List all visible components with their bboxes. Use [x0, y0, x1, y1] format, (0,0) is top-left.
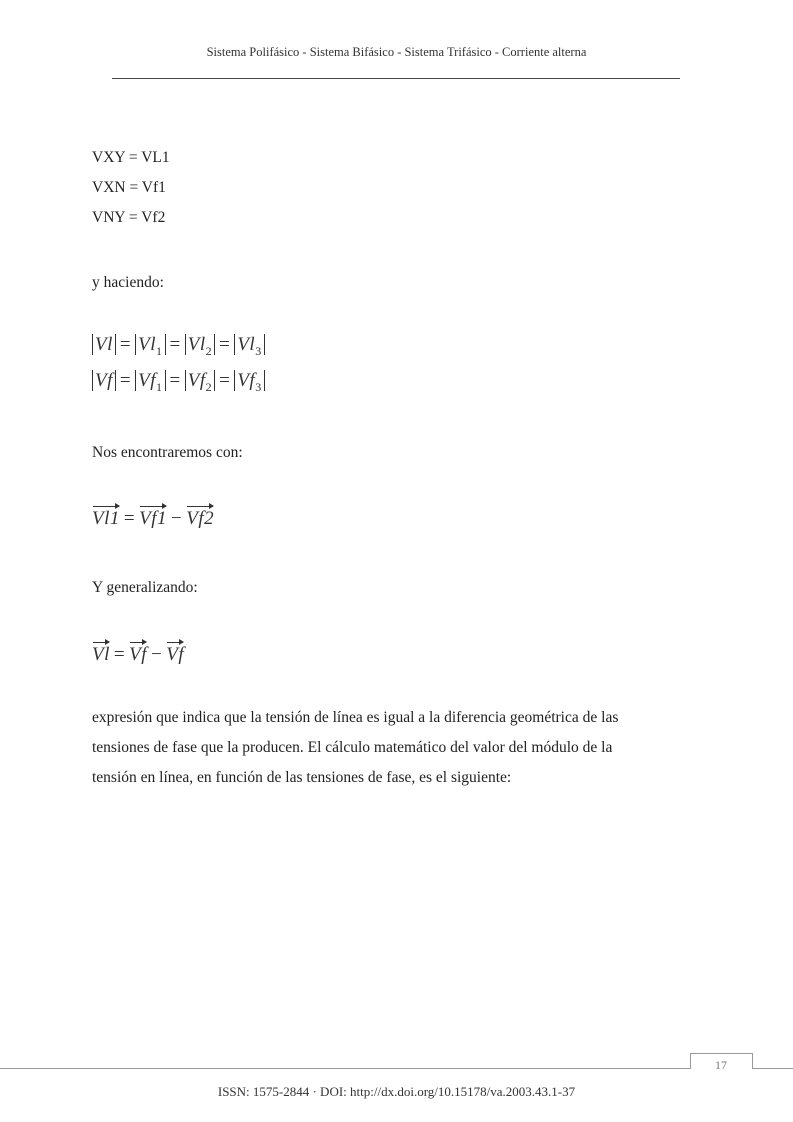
paragraph-line: tensiones de fase que la producen. El cálculo matemático del valor del módulo de la: [92, 739, 613, 756]
op: =: [219, 334, 231, 355]
footer-divider: [0, 1068, 690, 1069]
term: [185, 370, 215, 394]
formula-phase-voltage-magnitude: [92, 370, 265, 395]
op: =: [169, 370, 181, 391]
equation-line: VXN = Vf1: [92, 179, 166, 196]
formula-line-voltage-magnitude: [92, 334, 265, 359]
term: [135, 370, 165, 394]
sub: 2: [205, 379, 213, 394]
vector-term: Vl: [92, 640, 110, 666]
sub: 2: [205, 343, 213, 358]
term: [135, 334, 165, 358]
sym: Vf: [187, 370, 206, 391]
op: =: [113, 644, 126, 665]
vector-term: Vf1: [139, 504, 167, 530]
vector-term: Vl1: [92, 504, 120, 530]
sym: Vf: [138, 370, 156, 391]
sym: Vl: [187, 334, 206, 355]
footer-divider: [752, 1068, 793, 1069]
running-header: Sistema Polifásico - Sistema Bifásico - Sistema Trifásico - Corriente alterna: [206, 45, 587, 59]
term: Vf: [92, 370, 116, 391]
text-encontraremos: Nos encontraremos con:: [92, 444, 243, 461]
header-divider: [112, 78, 680, 79]
vector-term: Vf: [166, 640, 184, 666]
paragraph-line: expresión que indica que la tensión de línea es igual a la diferencia geométrica de las: [92, 709, 619, 726]
sub: 3: [255, 379, 262, 394]
term: Vl: [92, 334, 116, 355]
sub: 3: [255, 343, 262, 358]
formula-vector-vl1: [92, 504, 214, 530]
sub: 1: [156, 343, 163, 358]
op: =: [169, 334, 181, 355]
term: [185, 334, 215, 358]
text-haciendo: y haciendo:: [92, 274, 164, 291]
vector-term: Vf2: [186, 504, 214, 530]
op: =: [119, 370, 132, 391]
equation-line: VNY = Vf2: [92, 209, 166, 226]
vector-term: Vf: [129, 640, 147, 666]
page-number: 17: [715, 1058, 727, 1072]
op: =: [123, 508, 136, 529]
op: −: [171, 508, 183, 529]
sym: Vf: [237, 370, 256, 391]
sub: 1: [156, 379, 163, 394]
op: =: [219, 370, 231, 391]
text-generalizando: Y generalizando:: [92, 579, 198, 596]
footer-citation: ISSN: 1575-2844 · DOI: http://dx.doi.org/10.15178/va.2003.43.1-37: [217, 1084, 576, 1099]
op: −: [151, 644, 163, 665]
paragraph-line: tensión en línea, en función de las tensiones de fase, es el siguiente:: [92, 769, 512, 786]
sym: Vl: [138, 334, 156, 355]
equation-line: VXY = VL1: [92, 149, 170, 166]
formula-vector-general: [92, 640, 184, 666]
term: [234, 334, 264, 358]
term: [234, 370, 264, 394]
op: =: [119, 334, 132, 355]
sym: Vl: [237, 334, 256, 355]
body-paragraph: [92, 703, 702, 793]
